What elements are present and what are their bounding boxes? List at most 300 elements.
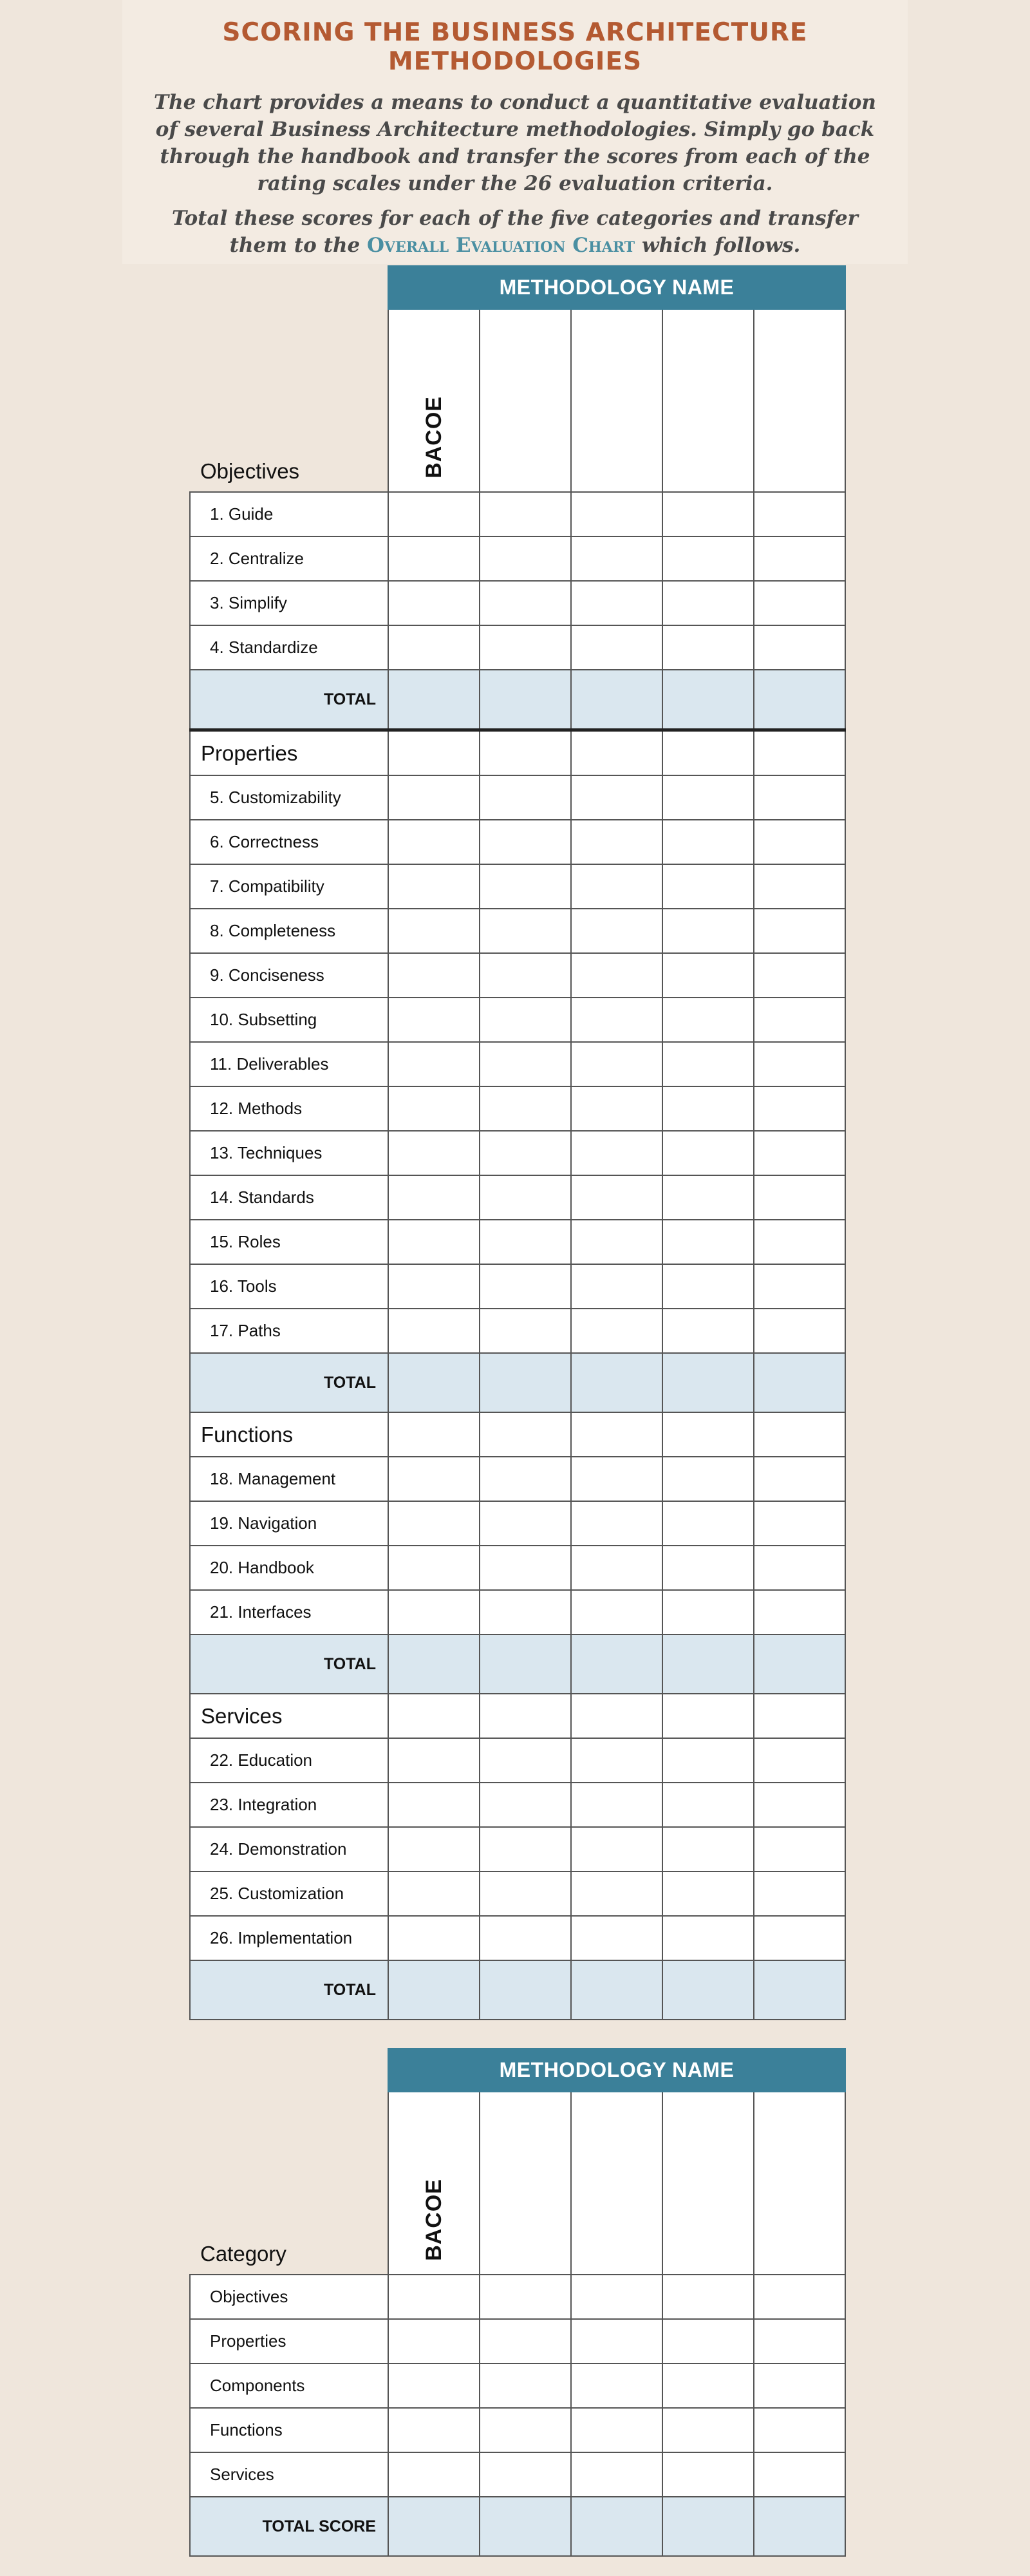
score-cell[interactable] bbox=[662, 1827, 754, 1871]
score-cell[interactable] bbox=[388, 1264, 480, 1309]
total-score-cell[interactable] bbox=[754, 1353, 845, 1412]
methodology-name-cell[interactable] bbox=[662, 309, 754, 492]
score-cell[interactable] bbox=[754, 864, 845, 909]
score-cell[interactable] bbox=[480, 492, 571, 536]
criterion-row bbox=[190, 1457, 845, 1501]
methodology-name: BACOE bbox=[421, 2179, 446, 2261]
score-cell[interactable] bbox=[571, 730, 662, 776]
criterion-label: 25. Customization bbox=[190, 1871, 388, 1916]
score-cell[interactable] bbox=[480, 2319, 571, 2363]
score-cell[interactable] bbox=[662, 998, 754, 1042]
score-cell[interactable] bbox=[754, 909, 845, 953]
criterion-label: 23. Integration bbox=[190, 1783, 388, 1827]
blank-corner bbox=[190, 2049, 388, 2092]
methodology-name-cell[interactable] bbox=[571, 309, 662, 492]
score-cell[interactable] bbox=[662, 953, 754, 998]
section-label: Objectives bbox=[190, 309, 388, 492]
score-cell[interactable] bbox=[388, 492, 480, 536]
criterion-row bbox=[190, 1175, 845, 1220]
criterion-label: 16. Tools bbox=[190, 1264, 388, 1309]
total-score-cell[interactable] bbox=[571, 1960, 662, 2020]
criterion-label: Components bbox=[190, 2363, 388, 2408]
score-cell[interactable] bbox=[388, 1131, 480, 1175]
score-cell[interactable] bbox=[571, 1042, 662, 1086]
total-row bbox=[190, 1960, 845, 2020]
criterion-row bbox=[190, 1916, 845, 1960]
total-label: TOTAL SCORE bbox=[190, 2497, 388, 2556]
criterion-label: 22. Education bbox=[190, 1738, 388, 1783]
total-row bbox=[190, 670, 845, 730]
criterion-row bbox=[190, 909, 845, 953]
score-cell[interactable] bbox=[571, 625, 662, 670]
score-cell[interactable] bbox=[754, 1501, 845, 1546]
criterion-row bbox=[190, 625, 845, 670]
category-row bbox=[190, 1694, 845, 1738]
category-row bbox=[190, 730, 845, 776]
total-score-cell[interactable] bbox=[388, 670, 480, 730]
score-cell[interactable] bbox=[571, 1694, 662, 1738]
score-cell[interactable] bbox=[754, 953, 845, 998]
score-cell[interactable] bbox=[388, 1220, 480, 1264]
total-label: TOTAL bbox=[190, 1634, 388, 1694]
score-cell[interactable] bbox=[480, 1086, 571, 1131]
score-cell[interactable] bbox=[571, 1738, 662, 1783]
criterion-label: 20. Handbook bbox=[190, 1546, 388, 1590]
score-cell[interactable] bbox=[754, 2363, 845, 2408]
score-cell[interactable] bbox=[480, 2408, 571, 2452]
section-label: Category bbox=[190, 2092, 388, 2275]
score-cell[interactable] bbox=[662, 1546, 754, 1590]
criterion-row bbox=[190, 2319, 845, 2363]
score-cell[interactable] bbox=[388, 1501, 480, 1546]
score-cell[interactable] bbox=[571, 1131, 662, 1175]
score-cell[interactable] bbox=[480, 536, 571, 581]
criterion-row bbox=[190, 1220, 845, 1264]
score-cell[interactable] bbox=[388, 2363, 480, 2408]
criterion-label: 4. Standardize bbox=[190, 625, 388, 670]
score-cell[interactable] bbox=[754, 536, 845, 581]
methodology-names-row bbox=[190, 2092, 845, 2275]
scoring-table bbox=[189, 265, 846, 2020]
score-cell[interactable] bbox=[388, 1546, 480, 1590]
score-cell[interactable] bbox=[754, 2452, 845, 2497]
criterion-label: 12. Methods bbox=[190, 1086, 388, 1131]
score-cell[interactable] bbox=[571, 820, 662, 864]
criterion-label: 6. Correctness bbox=[190, 820, 388, 864]
score-cell[interactable] bbox=[388, 998, 480, 1042]
criterion-label: 26. Implementation bbox=[190, 1916, 388, 1960]
criterion-row bbox=[190, 492, 845, 536]
score-cell[interactable] bbox=[662, 1457, 754, 1501]
criterion-label: Functions bbox=[190, 1412, 388, 1457]
score-cell[interactable] bbox=[662, 2275, 754, 2319]
total-row bbox=[190, 1634, 845, 1694]
total-row bbox=[190, 2497, 845, 2556]
score-cell[interactable] bbox=[754, 2275, 845, 2319]
criterion-row bbox=[190, 1590, 845, 1634]
criterion-row bbox=[190, 2275, 845, 2319]
score-cell[interactable] bbox=[388, 1590, 480, 1634]
criterion-label: 14. Standards bbox=[190, 1175, 388, 1220]
score-cell[interactable] bbox=[480, 909, 571, 953]
score-cell[interactable] bbox=[571, 1457, 662, 1501]
score-cell[interactable] bbox=[480, 864, 571, 909]
score-cell[interactable] bbox=[480, 2452, 571, 2497]
criterion-label: 8. Completeness bbox=[190, 909, 388, 953]
score-cell[interactable] bbox=[662, 1412, 754, 1457]
score-cell[interactable] bbox=[571, 1175, 662, 1220]
score-cell[interactable] bbox=[754, 1457, 845, 1501]
score-cell[interactable] bbox=[662, 1871, 754, 1916]
score-cell[interactable] bbox=[480, 1783, 571, 1827]
total-label: TOTAL bbox=[190, 1353, 388, 1412]
score-cell[interactable] bbox=[754, 1738, 845, 1783]
score-cell[interactable] bbox=[571, 775, 662, 820]
score-cell[interactable] bbox=[754, 820, 845, 864]
score-cell[interactable] bbox=[388, 730, 480, 776]
score-cell[interactable] bbox=[388, 2408, 480, 2452]
score-cell[interactable] bbox=[480, 998, 571, 1042]
criterion-row bbox=[190, 1871, 845, 1916]
score-cell[interactable] bbox=[662, 2408, 754, 2452]
total-score-cell[interactable] bbox=[662, 1960, 754, 2020]
intro-paragraph: The chart provides a means to conduct a quantitative evaluation of several Business Architecture methodologies. Simply go back through the handbook and transfer the scores from each of the rating scales under the 26 evaluation criteria. bbox=[154, 91, 876, 195]
total-row bbox=[190, 1353, 845, 1412]
score-cell[interactable] bbox=[388, 1916, 480, 1960]
total-score-cell[interactable] bbox=[571, 1353, 662, 1412]
score-cell[interactable] bbox=[662, 775, 754, 820]
score-cell[interactable] bbox=[480, 1220, 571, 1264]
methodology-name-cell[interactable] bbox=[571, 2092, 662, 2275]
total-score-cell[interactable] bbox=[480, 1960, 571, 2020]
criterion-row bbox=[190, 2408, 845, 2452]
criterion-label: Objectives bbox=[190, 2275, 388, 2319]
methodology-name: BACOE bbox=[421, 396, 446, 478]
total-score-cell[interactable] bbox=[662, 1353, 754, 1412]
criterion-row bbox=[190, 820, 845, 864]
score-cell[interactable] bbox=[571, 2452, 662, 2497]
criterion-row bbox=[190, 1309, 845, 1353]
score-cell[interactable] bbox=[662, 1220, 754, 1264]
total-score-cell[interactable] bbox=[662, 1634, 754, 1694]
criterion-label: Services bbox=[190, 2452, 388, 2497]
score-cell[interactable] bbox=[662, 1590, 754, 1634]
score-cell[interactable] bbox=[754, 2408, 845, 2452]
criterion-row bbox=[190, 2452, 845, 2497]
score-cell[interactable] bbox=[571, 1309, 662, 1353]
methodology-name-banner: METHODOLOGY NAME bbox=[388, 2049, 845, 2092]
score-cell[interactable] bbox=[480, 1546, 571, 1590]
score-cell[interactable] bbox=[662, 2452, 754, 2497]
score-cell[interactable] bbox=[754, 775, 845, 820]
criterion-label: 7. Compatibility bbox=[190, 864, 388, 909]
criterion-label: 11. Deliverables bbox=[190, 1042, 388, 1086]
score-cell[interactable] bbox=[388, 820, 480, 864]
criterion-row bbox=[190, 1546, 845, 1590]
criterion-row bbox=[190, 998, 845, 1042]
total-score-cell[interactable] bbox=[662, 2497, 754, 2556]
methodology-name-cell[interactable] bbox=[388, 309, 480, 492]
criterion-row bbox=[190, 1783, 845, 1827]
score-cell[interactable] bbox=[754, 1086, 845, 1131]
score-cell[interactable] bbox=[662, 1309, 754, 1353]
banner-row bbox=[190, 2049, 845, 2092]
total-score-cell[interactable] bbox=[480, 1353, 571, 1412]
score-cell[interactable] bbox=[388, 1412, 480, 1457]
score-cell[interactable] bbox=[754, 492, 845, 536]
score-cell[interactable] bbox=[662, 1501, 754, 1546]
score-cell[interactable] bbox=[388, 2319, 480, 2363]
score-cell[interactable] bbox=[754, 1175, 845, 1220]
score-cell[interactable] bbox=[480, 1264, 571, 1309]
score-cell[interactable] bbox=[388, 864, 480, 909]
score-cell[interactable] bbox=[571, 1783, 662, 1827]
score-cell[interactable] bbox=[571, 1546, 662, 1590]
criterion-row bbox=[190, 953, 845, 998]
score-cell[interactable] bbox=[480, 1827, 571, 1871]
total-label: TOTAL bbox=[190, 670, 388, 730]
total-score-cell[interactable] bbox=[571, 2497, 662, 2556]
score-cell[interactable] bbox=[662, 730, 754, 776]
criterion-label: 18. Management bbox=[190, 1457, 388, 1501]
total-score-cell[interactable] bbox=[754, 670, 845, 730]
score-cell[interactable] bbox=[662, 1264, 754, 1309]
score-cell[interactable] bbox=[388, 581, 480, 625]
total-score-cell[interactable] bbox=[571, 670, 662, 730]
score-cell[interactable] bbox=[662, 536, 754, 581]
score-cell[interactable] bbox=[754, 1546, 845, 1590]
score-cell[interactable] bbox=[388, 1086, 480, 1131]
methodology-name-cell[interactable] bbox=[480, 309, 571, 492]
methodology-name-cell[interactable] bbox=[754, 2092, 845, 2275]
score-cell[interactable] bbox=[754, 2319, 845, 2363]
score-cell[interactable] bbox=[571, 2363, 662, 2408]
score-cell[interactable] bbox=[571, 492, 662, 536]
score-cell[interactable] bbox=[480, 1175, 571, 1220]
score-cell[interactable] bbox=[662, 1738, 754, 1783]
total-score-cell[interactable] bbox=[388, 2497, 480, 2556]
instructions-text: Total these scores for each of the five categories and transfer them to the bbox=[171, 207, 859, 257]
score-cell[interactable] bbox=[662, 864, 754, 909]
score-cell[interactable] bbox=[388, 625, 480, 670]
methodology-name-cell[interactable] bbox=[662, 2092, 754, 2275]
total-score-cell[interactable] bbox=[480, 2497, 571, 2556]
total-score-cell[interactable] bbox=[754, 2497, 845, 2556]
score-cell[interactable] bbox=[754, 1827, 845, 1871]
blank-corner bbox=[190, 266, 388, 309]
score-cell[interactable] bbox=[754, 1220, 845, 1264]
score-cell[interactable] bbox=[571, 953, 662, 998]
total-score-cell[interactable] bbox=[480, 1634, 571, 1694]
score-cell[interactable] bbox=[388, 775, 480, 820]
criterion-row bbox=[190, 1086, 845, 1131]
score-cell[interactable] bbox=[662, 2319, 754, 2363]
score-cell[interactable] bbox=[662, 581, 754, 625]
score-cell[interactable] bbox=[388, 909, 480, 953]
total-score-cell[interactable] bbox=[754, 1634, 845, 1694]
score-cell[interactable] bbox=[662, 820, 754, 864]
total-score-cell[interactable] bbox=[388, 1634, 480, 1694]
score-cell[interactable] bbox=[754, 1871, 845, 1916]
score-cell[interactable] bbox=[480, 820, 571, 864]
total-score-cell[interactable] bbox=[388, 1353, 480, 1412]
score-cell[interactable] bbox=[662, 492, 754, 536]
criterion-label: 19. Navigation bbox=[190, 1501, 388, 1546]
methodology-name-cell[interactable] bbox=[480, 2092, 571, 2275]
score-cell[interactable] bbox=[388, 1042, 480, 1086]
total-score-cell[interactable] bbox=[662, 670, 754, 730]
score-cell[interactable] bbox=[571, 2275, 662, 2319]
score-cell[interactable] bbox=[388, 1175, 480, 1220]
criterion-label: Functions bbox=[190, 2408, 388, 2452]
score-cell[interactable] bbox=[480, 730, 571, 776]
criterion-label: 9. Conciseness bbox=[190, 953, 388, 998]
score-cell[interactable] bbox=[571, 1916, 662, 1960]
criterion-row bbox=[190, 581, 845, 625]
score-cell[interactable] bbox=[662, 625, 754, 670]
total-label: TOTAL bbox=[190, 1960, 388, 2020]
score-cell[interactable] bbox=[754, 1042, 845, 1086]
score-cell[interactable] bbox=[480, 1457, 571, 1501]
score-cell[interactable] bbox=[480, 1694, 571, 1738]
score-cell[interactable] bbox=[662, 2363, 754, 2408]
methodology-name-cell[interactable] bbox=[388, 2092, 480, 2275]
total-score-cell[interactable] bbox=[480, 670, 571, 730]
criterion-row bbox=[190, 1501, 845, 1546]
criterion-label: 1. Guide bbox=[190, 492, 388, 536]
score-cell[interactable] bbox=[480, 1412, 571, 1457]
total-score-cell[interactable] bbox=[388, 1960, 480, 2020]
score-cell[interactable] bbox=[662, 1042, 754, 1086]
score-cell[interactable] bbox=[662, 1783, 754, 1827]
criterion-row bbox=[190, 2363, 845, 2408]
score-cell[interactable] bbox=[754, 998, 845, 1042]
total-score-cell[interactable] bbox=[754, 1960, 845, 2020]
criterion-row bbox=[190, 775, 845, 820]
score-cell[interactable] bbox=[388, 1694, 480, 1738]
score-cell[interactable] bbox=[754, 625, 845, 670]
score-cell[interactable] bbox=[480, 1590, 571, 1634]
score-cell[interactable] bbox=[480, 1131, 571, 1175]
score-cell[interactable] bbox=[571, 581, 662, 625]
score-cell[interactable] bbox=[480, 1042, 571, 1086]
methodology-name-cell[interactable] bbox=[754, 309, 845, 492]
score-cell[interactable] bbox=[662, 1694, 754, 1738]
score-cell[interactable] bbox=[480, 1871, 571, 1916]
criterion-label: 3. Simplify bbox=[190, 581, 388, 625]
score-cell[interactable] bbox=[480, 1738, 571, 1783]
score-cell[interactable] bbox=[754, 1916, 845, 1960]
score-cell[interactable] bbox=[480, 581, 571, 625]
score-cell[interactable] bbox=[571, 1827, 662, 1871]
score-cell[interactable] bbox=[571, 864, 662, 909]
score-cell[interactable] bbox=[571, 1871, 662, 1916]
score-cell[interactable] bbox=[480, 1916, 571, 1960]
score-cell[interactable] bbox=[571, 1412, 662, 1457]
score-cell[interactable] bbox=[754, 1590, 845, 1634]
criterion-row bbox=[190, 864, 845, 909]
overall-evaluation-link[interactable]: Overall Evaluation Chart bbox=[367, 234, 635, 257]
score-cell[interactable] bbox=[754, 1694, 845, 1738]
criterion-row bbox=[190, 1042, 845, 1086]
criterion-row bbox=[190, 1264, 845, 1309]
score-cell[interactable] bbox=[480, 2363, 571, 2408]
score-cell[interactable] bbox=[754, 1309, 845, 1353]
score-cell[interactable] bbox=[388, 1783, 480, 1827]
score-cell[interactable] bbox=[571, 1220, 662, 1264]
score-cell[interactable] bbox=[388, 1827, 480, 1871]
score-cell[interactable] bbox=[388, 2452, 480, 2497]
score-cell[interactable] bbox=[480, 775, 571, 820]
score-cell[interactable] bbox=[480, 625, 571, 670]
methodology-names-row bbox=[190, 309, 845, 492]
score-cell[interactable] bbox=[480, 1501, 571, 1546]
total-score-cell[interactable] bbox=[571, 1634, 662, 1694]
criterion-row bbox=[190, 1827, 845, 1871]
score-cell[interactable] bbox=[388, 1457, 480, 1501]
score-cell[interactable] bbox=[388, 1871, 480, 1916]
score-cell[interactable] bbox=[480, 1309, 571, 1353]
score-cell[interactable] bbox=[480, 2275, 571, 2319]
banner-row bbox=[190, 266, 845, 309]
score-cell[interactable] bbox=[480, 953, 571, 998]
criterion-label: 15. Roles bbox=[190, 1220, 388, 1264]
score-cell[interactable] bbox=[388, 2275, 480, 2319]
criterion-label: Properties bbox=[190, 2319, 388, 2363]
criterion-row bbox=[190, 1131, 845, 1175]
score-cell[interactable] bbox=[571, 1264, 662, 1309]
score-cell[interactable] bbox=[388, 953, 480, 998]
score-cell[interactable] bbox=[571, 2319, 662, 2363]
score-cell[interactable] bbox=[571, 998, 662, 1042]
criterion-label: 5. Customizability bbox=[190, 775, 388, 820]
score-cell[interactable] bbox=[662, 1086, 754, 1131]
criterion-row bbox=[190, 536, 845, 581]
page-title: SCORING THE BUSINESS ARCHITECTURE METHODOLOGIES bbox=[222, 18, 808, 76]
score-cell[interactable] bbox=[571, 909, 662, 953]
criterion-label: Services bbox=[190, 1694, 388, 1738]
instructions-text-end: which follows. bbox=[641, 234, 801, 257]
category-row bbox=[190, 1412, 845, 1457]
score-cell[interactable] bbox=[571, 2408, 662, 2452]
score-cell[interactable] bbox=[754, 730, 845, 776]
instructions-paragraph bbox=[142, 205, 888, 259]
score-cell[interactable] bbox=[662, 1916, 754, 1960]
score-cell[interactable] bbox=[571, 1590, 662, 1634]
score-cell[interactable] bbox=[662, 1175, 754, 1220]
criterion-label: 10. Subsetting bbox=[190, 998, 388, 1042]
methodology-name-banner: METHODOLOGY NAME bbox=[388, 266, 845, 309]
score-cell[interactable] bbox=[754, 1264, 845, 1309]
score-cell[interactable] bbox=[754, 1412, 845, 1457]
score-cell[interactable] bbox=[571, 1086, 662, 1131]
criterion-label: 17. Paths bbox=[190, 1309, 388, 1353]
score-cell[interactable] bbox=[571, 1501, 662, 1546]
score-cell[interactable] bbox=[571, 536, 662, 581]
score-cell[interactable] bbox=[662, 909, 754, 953]
score-cell[interactable] bbox=[388, 536, 480, 581]
criterion-label: 13. Techniques bbox=[190, 1131, 388, 1175]
criterion-row bbox=[190, 1738, 845, 1783]
score-cell[interactable] bbox=[388, 1738, 480, 1783]
criterion-label: Properties bbox=[190, 730, 388, 776]
score-cell[interactable] bbox=[754, 1783, 845, 1827]
score-cell[interactable] bbox=[754, 1131, 845, 1175]
score-cell[interactable] bbox=[754, 581, 845, 625]
score-cell[interactable] bbox=[662, 1131, 754, 1175]
criterion-label: 21. Interfaces bbox=[190, 1590, 388, 1634]
score-cell[interactable] bbox=[388, 1309, 480, 1353]
